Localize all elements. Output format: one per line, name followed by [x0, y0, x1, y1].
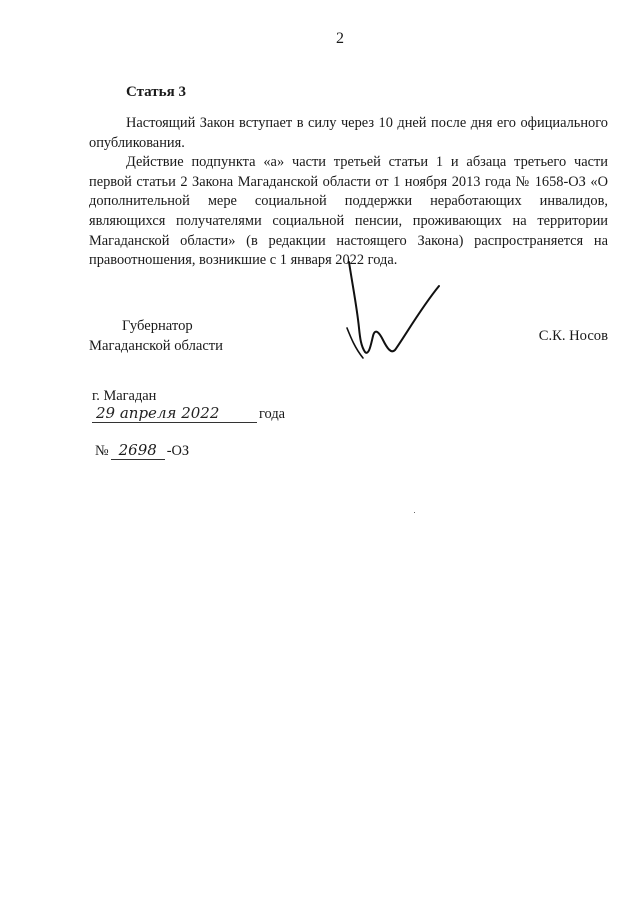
- number-suffix: -ОЗ: [166, 443, 190, 459]
- date-handwritten: 29 апреля 2022: [92, 404, 257, 423]
- paragraph-1: Настоящий Закон вступает в силу через 10 дней после дня его официального опубликования.: [89, 115, 608, 151]
- number-handwritten: 2698: [111, 441, 165, 460]
- region-title: Магаданской области: [89, 337, 223, 354]
- scan-speck: [414, 512, 415, 513]
- signatory-title: [89, 317, 223, 356]
- governor-title: Губернатор: [122, 318, 193, 334]
- issue-city: г. Магадан: [92, 388, 157, 404]
- signature-stroke: [349, 262, 439, 353]
- article-body: [89, 114, 608, 271]
- law-number: [95, 441, 189, 460]
- signer-name: С.К. Носов: [538, 328, 608, 344]
- page-number: 2: [336, 30, 344, 47]
- handwritten-signature: [335, 258, 450, 363]
- number-prefix: №: [95, 443, 109, 459]
- paragraph-2: Действие подпункта «а» части третьей статьи 1 и абзаца третьего части первой статьи 2 Закона Магаданской области от 1 ноября 2013 года № 1658-ОЗ «О дополнительной мере социальной поддержки неработающих инвалидов, являющихся получателями социальной пенсии, проживающих на территории Магаданской области» (в редакции настоящего Закона) распространяется на правоотношения, возникшие с 1 января 2022 года.: [89, 154, 608, 269]
- issue-date: [92, 404, 285, 423]
- article-heading: Статья 3: [126, 84, 186, 100]
- date-suffix: года: [259, 406, 286, 422]
